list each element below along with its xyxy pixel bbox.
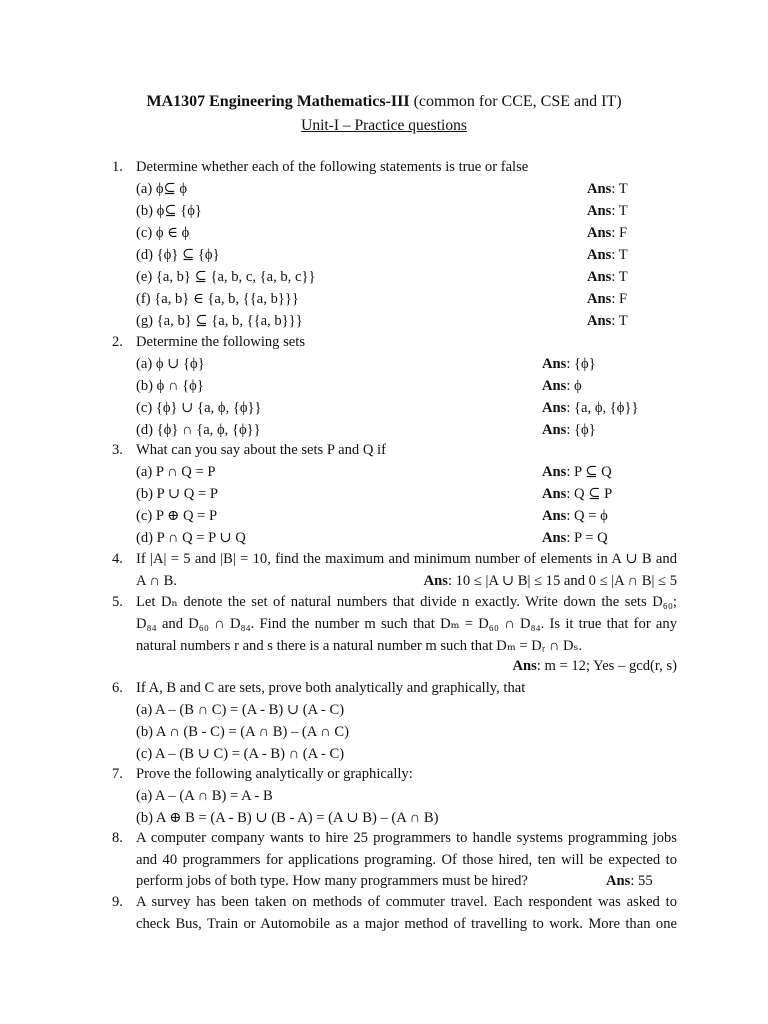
q5-number: 5. — [112, 594, 123, 610]
q3-answer-b — [542, 485, 612, 503]
ans-label: Ans — [423, 573, 448, 589]
ans-label: Ans — [542, 508, 567, 524]
q9-number: 9. — [112, 894, 123, 910]
answer-value: : 55 — [630, 873, 653, 889]
q1-part-a: (a) ϕ⊆ ϕ — [136, 181, 188, 197]
answer-value: : F — [611, 225, 628, 241]
answer-value: : ϕ — [566, 378, 582, 394]
answer-value: : Q ⊆ P — [566, 486, 613, 502]
q1-text: Determine whether each of the following statements is true or false — [136, 159, 529, 175]
q1-answer-d — [587, 246, 628, 264]
q7-part-a: (a) A – (A ∩ B) = A - B — [136, 788, 273, 804]
q9-line-2: check Bus, Train or Automobile as a major method of travelling to work. More than one — [136, 916, 677, 932]
q8-line-2: and 40 programmers for applications programing. Of those hired, ten will be expected to — [136, 852, 677, 868]
q3-part-d: (d) P ∩ Q = P ∪ Q — [136, 530, 246, 546]
page-subtitle — [0, 117, 768, 135]
q1-answer-b — [587, 202, 628, 220]
answer-value: : F — [611, 291, 628, 307]
ans-label: Ans — [587, 291, 612, 307]
q6-part-c: (c) A – (B ∪ C) = (A - B) ∩ (A - C) — [136, 746, 345, 762]
answer-value: : P = Q — [566, 530, 608, 546]
q8-number: 8. — [112, 830, 123, 846]
page-title — [0, 93, 768, 111]
answer-value: : T — [611, 181, 628, 197]
answer-value: : 10 ≤ |A ∪ B| ≤ 15 and 0 ≤ |A ∩ B| ≤ 5 — [447, 573, 677, 589]
q5-line-3: natural numbers r and s there is a natural number m such that Dₘ = Dᵣ ∩ Dₛ. — [136, 638, 583, 654]
answer-value: : {a, ϕ, {ϕ}} — [566, 400, 639, 416]
q4-line-2: A ∩ B. — [136, 573, 177, 589]
ans-label: Ans — [587, 225, 612, 241]
ans-label: Ans — [587, 181, 612, 197]
answer-value: : Q = ϕ — [566, 508, 608, 524]
q1-answer-f — [587, 290, 627, 308]
q1-answer-e — [587, 268, 628, 286]
ans-label: Ans — [587, 247, 612, 263]
answer-value: : T — [611, 247, 628, 263]
q7-number: 7. — [112, 766, 123, 782]
q2-part-b: (b) ϕ ∩ {ϕ} — [136, 378, 204, 394]
q7-text: Prove the following analytically or graphically: — [136, 766, 413, 782]
q1-part-d: (d) {ϕ} ⊆ {ϕ} — [136, 247, 220, 263]
q1-answer-a — [587, 180, 628, 198]
q6-part-b: (b) A ∩ (B - C) = (A ∩ B) – (A ∩ C) — [136, 724, 349, 740]
ans-label: Ans — [542, 378, 567, 394]
q1-answer-g — [587, 312, 628, 330]
q3-answer-c — [542, 507, 608, 525]
ans-label: Ans — [542, 486, 567, 502]
q2-answer-d — [542, 421, 596, 439]
ans-label: Ans — [606, 873, 631, 889]
q1-part-g: (g) {a, b} ⊆ {a, b, {{a, b}}} — [136, 313, 303, 329]
q3-part-b: (b) P ∪ Q = P — [136, 486, 218, 502]
q3-answer-d — [542, 529, 608, 547]
q6-number: 6. — [112, 680, 123, 696]
q1-part-e: (e) {a, b} ⊆ {a, b, c, {a, b, c}} — [136, 269, 316, 285]
q6-text: If A, B and C are sets, prove both analytically and graphically, that — [136, 680, 526, 696]
answer-value: : m = 12; Yes – gcd(r, s) — [536, 658, 677, 674]
ans-label: Ans — [542, 464, 567, 480]
q4-answer — [424, 572, 677, 590]
ans-label: Ans — [542, 530, 567, 546]
q3-part-a: (a) P ∩ Q = P — [136, 464, 216, 480]
q5-line-2: D₈₄ and D₆₀ ∩ D₈₄. Find the number m such that Dₘ = D₆₀ ∩ D₈₄. Is it true that for any — [136, 616, 677, 632]
q5-answer — [512, 657, 677, 675]
q8-line-3: perform jobs of both type. How many programmers must be hired? — [136, 873, 528, 889]
q2-part-d: (d) {ϕ} ∩ {a, ϕ, {ϕ}} — [136, 422, 261, 438]
unit-subtitle: Unit-I – Practice questions — [301, 117, 467, 134]
q2-answer-b — [542, 377, 582, 395]
q1-answer-c — [587, 224, 627, 242]
q3-text: What can you say about the sets P and Q if — [136, 442, 386, 458]
q3-answer-a — [542, 463, 612, 481]
ans-label: Ans — [542, 422, 567, 438]
q2-number: 2. — [112, 334, 123, 350]
answer-value: : {ϕ} — [566, 422, 596, 438]
q2-part-a: (a) ϕ ∪ {ϕ} — [136, 356, 205, 372]
q4-number: 4. — [112, 551, 123, 567]
q3-number: 3. — [112, 442, 123, 458]
q3-part-c: (c) P ⊕ Q = P — [136, 508, 218, 524]
q4-line-1: If |A| = 5 and |B| = 10, find the maximum and minimum number of elements in A ∪ B and — [136, 551, 677, 567]
ans-label: Ans — [542, 356, 567, 372]
q7-part-b: (b) A ⊕ B = (A - B) ∪ (B - A) = (A ∪ B) – (A ∩ B) — [136, 810, 439, 826]
ans-label: Ans — [587, 269, 612, 285]
q9-line-1: A survey has been taken on methods of commuter travel. Each respondent was asked to — [136, 894, 677, 910]
ans-label: Ans — [587, 203, 612, 219]
q1-number: 1. — [112, 159, 123, 175]
answer-value: : T — [611, 313, 628, 329]
q2-answer-c — [542, 399, 639, 417]
ans-label: Ans — [542, 400, 567, 416]
q2-answer-a — [542, 355, 596, 373]
q2-part-c: (c) {ϕ} ∪ {a, ϕ, {ϕ}} — [136, 400, 262, 416]
q8-answer — [606, 872, 653, 890]
answer-value: : T — [611, 203, 628, 219]
ans-label: Ans — [587, 313, 612, 329]
q1-part-f: (f) {a, b} ∈ {a, b, {{a, b}}} — [136, 291, 299, 307]
q8-line-1: A computer company wants to hire 25 programmers to handle systems programming jobs — [136, 830, 677, 846]
q5-line-1: Let Dₙ denote the set of natural numbers that divide n exactly. Write down the sets D₆₀; — [136, 594, 677, 610]
answer-value: : {ϕ} — [566, 356, 596, 372]
q1-part-b: (b) ϕ⊆ {ϕ} — [136, 203, 202, 219]
ans-label: Ans — [512, 658, 537, 674]
q1-part-c: (c) ϕ ∈ ϕ — [136, 225, 190, 241]
course-audience: (common for CCE, CSE and IT) — [409, 93, 622, 110]
q6-part-a: (a) A – (B ∩ C) = (A - B) ∪ (A - C) — [136, 702, 345, 718]
course-title: MA1307 Engineering Mathematics-III — [146, 93, 410, 110]
answer-value: : T — [611, 269, 628, 285]
q2-text: Determine the following sets — [136, 334, 306, 350]
answer-value: : P ⊆ Q — [566, 464, 612, 480]
